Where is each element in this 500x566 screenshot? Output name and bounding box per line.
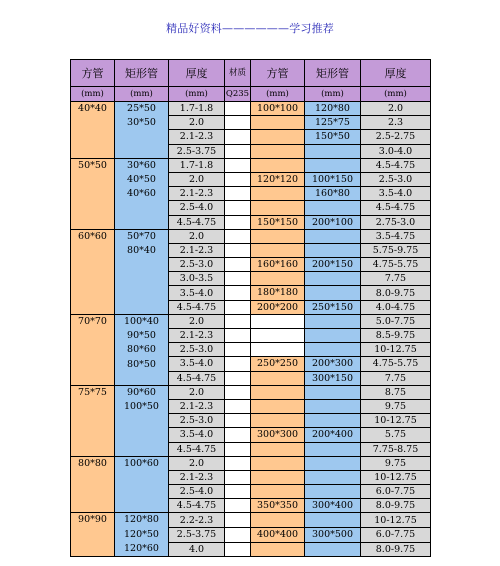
thickness-cell: 2.5-3.75 — [169, 528, 225, 543]
thickness-cell-right: 9.75 — [361, 456, 431, 470]
square-tube-size-right — [251, 470, 305, 484]
thickness-cell: 2.1-2.3 — [169, 470, 225, 484]
material-cell — [225, 130, 251, 144]
header-thickness-right: 厚度 — [361, 60, 431, 87]
square-tube-size-right: 400*400 — [251, 528, 305, 543]
rect-tube-size-right: 200*150 — [305, 258, 361, 272]
thickness-cell-right: 8.75 — [361, 385, 431, 399]
material-cell — [225, 258, 251, 272]
thickness-cell: 4.5-4.75 — [169, 371, 225, 385]
square-tube-size-right — [251, 399, 305, 413]
thickness-cell: 4.0 — [169, 542, 225, 557]
square-tube-size-right — [251, 329, 305, 343]
thickness-cell-right: 8.0-9.75 — [361, 542, 431, 557]
unit-thickness: (mm) — [169, 87, 225, 102]
rect-tube-size-right — [305, 158, 361, 172]
table-row — [71, 513, 431, 528]
thickness-cell: 2.0 — [169, 116, 225, 130]
square-tube-size-right — [251, 442, 305, 456]
material-cell — [225, 357, 251, 371]
rect-tube-size: 50*70 — [127, 230, 156, 242]
material-cell — [225, 243, 251, 257]
rect-tube-size: 40*60 — [127, 188, 156, 200]
header-thickness: 厚度 — [169, 60, 225, 87]
rect-tube-size-right: 160*80 — [305, 187, 361, 201]
material-cell — [225, 399, 251, 413]
unit-material: Q235 — [225, 87, 251, 102]
thickness-cell: 4.5-4.75 — [169, 442, 225, 456]
thickness-cell-right: 9.75 — [361, 399, 431, 413]
square-tube-size: 75*75 — [71, 385, 115, 456]
square-tube-size-right: 180*180 — [251, 286, 305, 300]
rect-tube-size: 120*50 — [124, 528, 159, 540]
material-cell — [225, 158, 251, 172]
header-square-tube: 方管 — [71, 60, 115, 87]
thickness-cell: 2.0 — [169, 385, 225, 399]
square-tube-size-right — [251, 187, 305, 201]
rect-tube-size: 90*60 — [127, 386, 156, 398]
rect-tube-size-right: 200*400 — [305, 428, 361, 442]
thickness-cell: 2.5-3.0 — [169, 414, 225, 428]
rect-tube-size: 40*50 — [127, 174, 156, 186]
material-cell — [225, 144, 251, 158]
rect-tube-sizes — [115, 229, 169, 314]
material-cell — [225, 442, 251, 456]
rect-tube-size-right — [305, 456, 361, 470]
square-tube-size-right: 160*160 — [251, 258, 305, 272]
thickness-cell-right: 10-12.75 — [361, 414, 431, 428]
rect-tube-size: 90*50 — [127, 330, 156, 342]
square-tube-size: 80*80 — [71, 456, 115, 513]
square-tube-size-right — [251, 371, 305, 385]
thickness-cell: 2.0 — [169, 229, 225, 243]
steel-tube-spec-table — [70, 59, 431, 557]
thickness-cell-right: 8.0-9.75 — [361, 499, 431, 513]
thickness-cell: 2.0 — [169, 314, 225, 328]
square-tube-size-right — [251, 513, 305, 528]
rect-tube-size-right — [305, 470, 361, 484]
document-title: 精品好资料——————学习推荐 — [166, 22, 334, 35]
thickness-cell-right: 6.0-7.75 — [361, 528, 431, 543]
thickness-cell-right: 7.75 — [361, 272, 431, 286]
square-tube-size: 40*40 — [71, 102, 115, 159]
thickness-cell-right: 10-12.75 — [361, 343, 431, 357]
thickness-cell: 2.1-2.3 — [169, 187, 225, 201]
table-row — [71, 385, 431, 399]
square-tube-size-right: 100*100 — [251, 102, 305, 116]
square-tube-size-right: 300*300 — [251, 428, 305, 442]
thickness-cell-right: 3.0-4.0 — [361, 144, 431, 158]
rect-tube-size-right — [305, 329, 361, 343]
table-row — [71, 229, 431, 243]
rect-tube-sizes — [115, 158, 169, 229]
header-rect-tube: 矩形管 — [115, 60, 169, 87]
square-tube-size-right — [251, 158, 305, 172]
thickness-cell-right: 2.0 — [361, 102, 431, 116]
thickness-cell: 2.1-2.3 — [169, 329, 225, 343]
material-cell — [225, 456, 251, 470]
material-cell — [225, 343, 251, 357]
thickness-cell: 3.0-3.5 — [169, 272, 225, 286]
unit-row — [71, 87, 431, 102]
unit-square-tube-right: (mm) — [251, 87, 305, 102]
rect-tube-size-right — [305, 542, 361, 557]
thickness-cell: 2.5-4.0 — [169, 201, 225, 215]
rect-tube-size-right — [305, 442, 361, 456]
square-tube-size-right — [251, 542, 305, 557]
rect-tube-size: 100*40 — [124, 315, 159, 327]
square-tube-size-right: 150*150 — [251, 215, 305, 229]
rect-tube-size: 100*60 — [124, 457, 159, 469]
table-row — [71, 158, 431, 172]
rect-tube-size: 30*50 — [127, 117, 156, 129]
thickness-cell-right: 8.0-9.75 — [361, 286, 431, 300]
rect-tube-size-right — [305, 201, 361, 215]
rect-tube-size-right: 125*75 — [305, 116, 361, 130]
rect-tube-size-right — [305, 243, 361, 257]
rect-tube-size-right — [305, 485, 361, 499]
rect-tube-size-right: 250*150 — [305, 300, 361, 314]
square-tube-size-right — [251, 130, 305, 144]
material-cell — [225, 485, 251, 499]
square-tube-size-right — [251, 456, 305, 470]
thickness-cell-right: 4.75-5.75 — [361, 357, 431, 371]
thickness-cell-right: 2.5-3.0 — [361, 172, 431, 186]
material-cell — [225, 528, 251, 543]
thickness-cell: 1.7-1.8 — [169, 158, 225, 172]
square-tube-size-right — [251, 314, 305, 328]
rect-tube-size-right: 150*50 — [305, 130, 361, 144]
rect-tube-size-right — [305, 229, 361, 243]
square-tube-size-right — [251, 201, 305, 215]
rect-tube-size-right: 200*100 — [305, 215, 361, 229]
square-tube-size-right — [251, 272, 305, 286]
square-tube-size-right — [251, 343, 305, 357]
rect-tube-size-right — [305, 144, 361, 158]
rect-tube-sizes — [115, 456, 169, 513]
square-tube-size-right — [251, 144, 305, 158]
thickness-cell-right: 6.0-7.75 — [361, 485, 431, 499]
rect-tube-size: 80*50 — [127, 358, 156, 370]
material-cell — [225, 272, 251, 286]
unit-square-tube: (mm) — [71, 87, 115, 102]
material-cell — [225, 428, 251, 442]
thickness-cell: 3.5-4.0 — [169, 286, 225, 300]
thickness-cell: 2.1-2.3 — [169, 243, 225, 257]
material-cell — [225, 286, 251, 300]
material-cell — [225, 513, 251, 528]
material-cell — [225, 187, 251, 201]
material-cell — [225, 499, 251, 513]
thickness-cell: 4.5-4.75 — [169, 215, 225, 229]
thickness-cell: 3.5-4.0 — [169, 428, 225, 442]
rect-tube-size: 25*50 — [127, 103, 156, 114]
material-cell — [225, 215, 251, 229]
thickness-cell-right: 4.0-4.75 — [361, 300, 431, 314]
thickness-cell: 2.5-3.75 — [169, 144, 225, 158]
material-cell — [225, 314, 251, 328]
unit-rect-tube: (mm) — [115, 87, 169, 102]
square-tube-size-right — [251, 229, 305, 243]
rect-tube-size-right: 300*400 — [305, 499, 361, 513]
thickness-cell-right: 5.75-9.75 — [361, 243, 431, 257]
material-cell — [225, 329, 251, 343]
square-tube-size: 50*50 — [71, 158, 115, 229]
material-cell — [225, 116, 251, 130]
header-row — [71, 60, 431, 87]
square-tube-size: 60*60 — [71, 229, 115, 314]
material-cell — [225, 172, 251, 186]
material-cell — [225, 371, 251, 385]
thickness-cell-right: 2.5-2.75 — [361, 130, 431, 144]
table-row — [71, 102, 431, 116]
square-tube-size-right — [251, 414, 305, 428]
thickness-cell: 2.1-2.3 — [169, 399, 225, 413]
material-cell — [225, 385, 251, 399]
square-tube-size-right — [251, 243, 305, 257]
thickness-cell-right: 5.75 — [361, 428, 431, 442]
square-tube-size-right: 200*200 — [251, 300, 305, 314]
thickness-cell-right: 4.75-5.75 — [361, 258, 431, 272]
rect-tube-size-right — [305, 272, 361, 286]
table-row — [71, 314, 431, 328]
material-cell — [225, 229, 251, 243]
rect-tube-size: 120*60 — [124, 543, 159, 555]
rect-tube-sizes — [115, 102, 169, 159]
thickness-cell-right: 10-12.75 — [361, 470, 431, 484]
square-tube-size: 90*90 — [71, 513, 115, 557]
rect-tube-size-right: 120*80 — [305, 102, 361, 116]
rect-tube-sizes — [115, 513, 169, 557]
thickness-cell-right: 7.75-8.75 — [361, 442, 431, 456]
thickness-cell-right: 10-12.75 — [361, 513, 431, 528]
rect-tube-size: 30*60 — [127, 159, 156, 171]
thickness-cell: 2.1-2.3 — [169, 130, 225, 144]
table-row — [71, 456, 431, 470]
square-tube-size-right: 250*250 — [251, 357, 305, 371]
rect-tube-size: 80*40 — [127, 244, 156, 256]
thickness-cell-right: 4.5-4.75 — [361, 158, 431, 172]
rect-tube-size-right — [305, 314, 361, 328]
thickness-cell: 4.5-4.75 — [169, 300, 225, 314]
rect-tube-size: 100*50 — [124, 401, 159, 413]
thickness-cell-right: 2.3 — [361, 116, 431, 130]
rect-tube-size-right — [305, 286, 361, 300]
thickness-cell-right: 8.5-9.75 — [361, 329, 431, 343]
rect-tube-size-right: 200*300 — [305, 357, 361, 371]
rect-tube-size-right: 300*150 — [305, 371, 361, 385]
rect-tube-size: 80*60 — [127, 344, 156, 356]
thickness-cell-right: 7.75 — [361, 371, 431, 385]
material-cell — [225, 300, 251, 314]
thickness-cell: 1.7-1.8 — [169, 102, 225, 116]
thickness-cell-right: 2.75-3.0 — [361, 215, 431, 229]
material-cell — [225, 542, 251, 557]
thickness-cell: 2.2-2.3 — [169, 513, 225, 528]
thickness-cell: 2.5-3.0 — [169, 258, 225, 272]
square-tube-size: 70*70 — [71, 314, 115, 385]
square-tube-size-right — [251, 116, 305, 130]
rect-tube-size-right: 100*150 — [305, 172, 361, 186]
rect-tube-size-right — [305, 513, 361, 528]
square-tube-size-right — [251, 385, 305, 399]
square-tube-size-right: 350*350 — [251, 499, 305, 513]
header-material: 材质 — [225, 60, 251, 87]
rect-tube-size-right — [305, 385, 361, 399]
thickness-cell: 4.5-4.75 — [169, 499, 225, 513]
rect-tube-size-right: 300*500 — [305, 528, 361, 543]
unit-rect-tube-right: (mm) — [305, 87, 361, 102]
rect-tube-size-right — [305, 399, 361, 413]
thickness-cell: 2.5-4.0 — [169, 485, 225, 499]
material-cell — [225, 414, 251, 428]
rect-tube-sizes — [115, 314, 169, 385]
rect-tube-sizes — [115, 385, 169, 456]
thickness-cell-right: 4.5-4.75 — [361, 201, 431, 215]
material-cell — [225, 470, 251, 484]
rect-tube-size-right — [305, 414, 361, 428]
thickness-cell-right: 3.5-4.75 — [361, 229, 431, 243]
thickness-cell-right: 5.0-7.75 — [361, 314, 431, 328]
square-tube-size-right: 120*120 — [251, 172, 305, 186]
thickness-cell: 2.0 — [169, 456, 225, 470]
thickness-cell: 3.5-4.0 — [169, 357, 225, 371]
thickness-cell: 2.0 — [169, 172, 225, 186]
header-square-tube-right: 方管 — [251, 60, 305, 87]
rect-tube-size-right — [305, 343, 361, 357]
rect-tube-size: 120*80 — [124, 514, 159, 526]
material-cell — [225, 102, 251, 116]
thickness-cell-right: 3.5-4.0 — [361, 187, 431, 201]
square-tube-size-right — [251, 485, 305, 499]
header-rect-tube-right: 矩形管 — [305, 60, 361, 87]
thickness-cell: 2.5-3.0 — [169, 343, 225, 357]
material-cell — [225, 201, 251, 215]
unit-thickness-right: (mm) — [361, 87, 431, 102]
